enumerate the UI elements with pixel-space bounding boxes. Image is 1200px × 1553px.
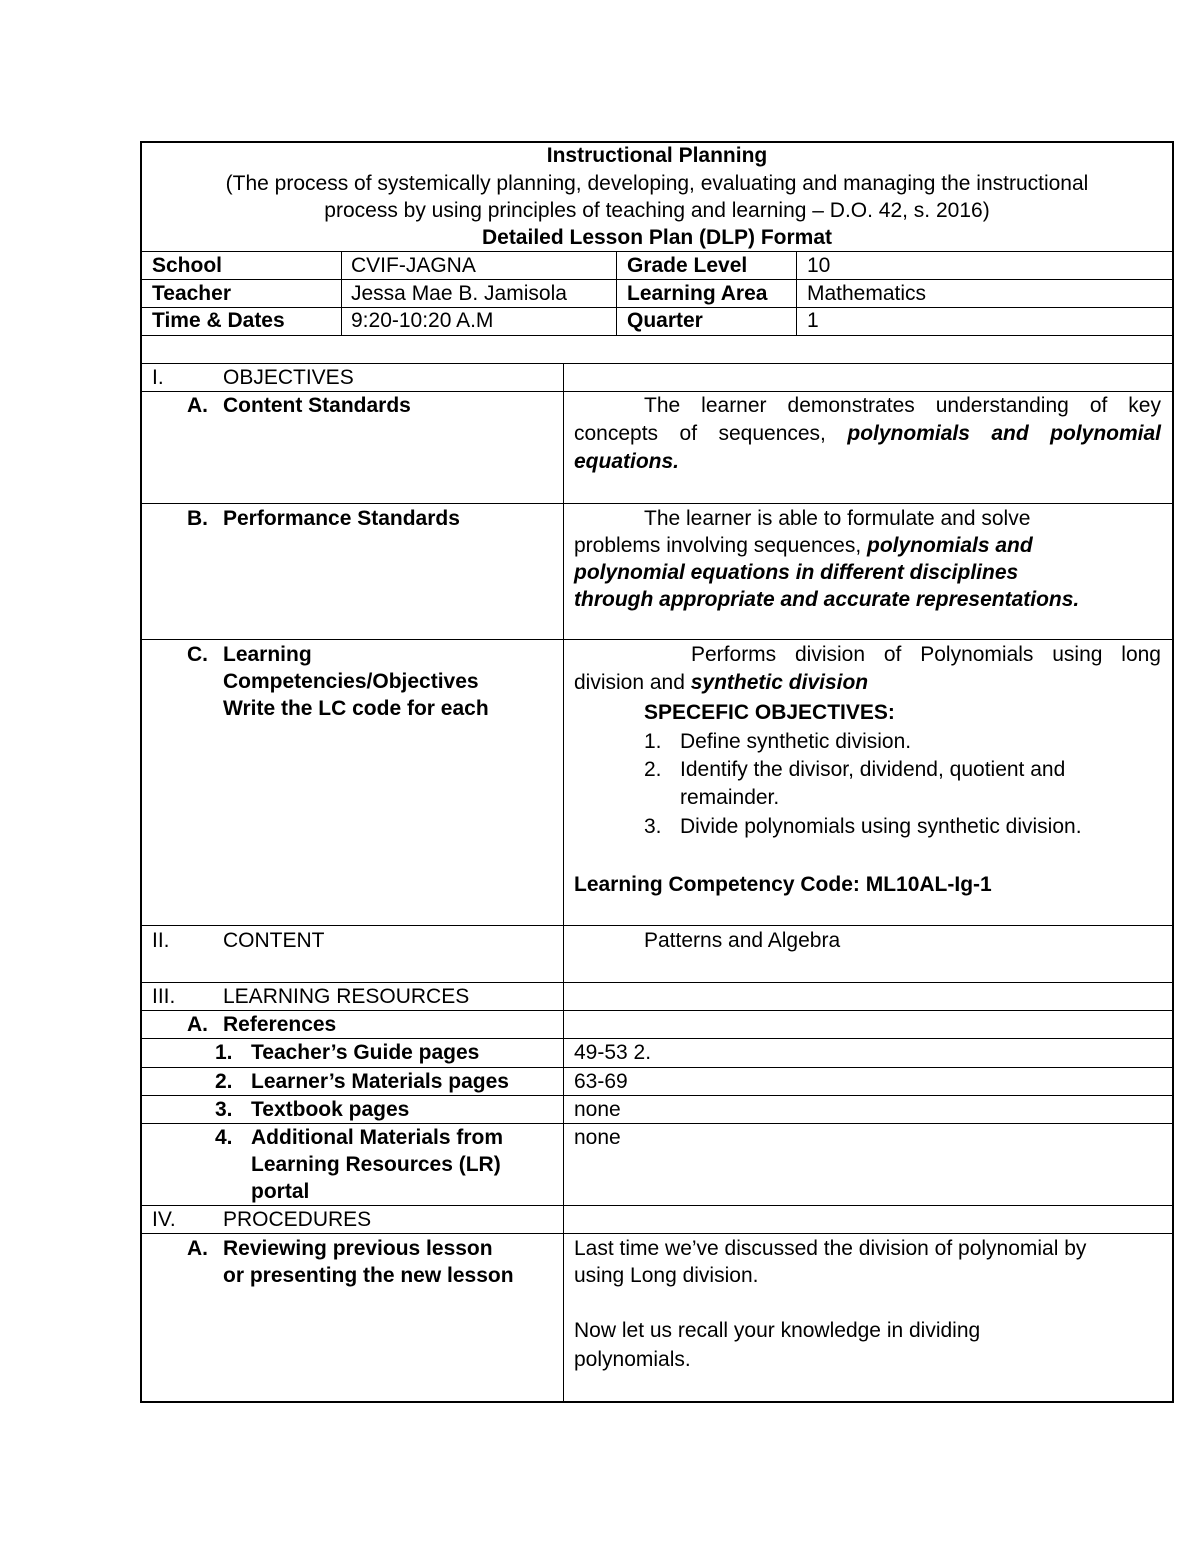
performance-standards-line-2 [574, 533, 1033, 559]
rule-c-bottom [141, 925, 1173, 926]
reviewing-heading-line-2: or presenting the new lesson [223, 1264, 514, 1287]
teachers-guide-label: Teacher’s Guide pages [251, 1041, 480, 1064]
content-standards-line-3: equations. [574, 450, 680, 473]
competencies-line-1: Performs division of Polynomials using long [691, 643, 1161, 666]
rule-info-col3 [796, 251, 797, 335]
subtitle-line-1: (The process of systemically planning, developing, evaluating and managing the instructional [225, 172, 1089, 195]
rule-header-bottom [141, 251, 1173, 252]
performance-standards-heading: Performance Standards [223, 507, 460, 530]
content-standards-line-1: The learner demonstrates understanding of key [644, 394, 1161, 417]
competencies-line-2-text: division and [574, 671, 685, 694]
specific-objective-3: Divide polynomials using synthetic division. [680, 815, 1082, 838]
content-value: Patterns and Algebra [644, 929, 841, 952]
grade-level-value: 10 [807, 254, 831, 277]
objectives-number: I. [152, 366, 164, 389]
rule-additional-bottom [141, 1205, 1173, 1206]
specific-objectives-heading: SPECEFIC OBJECTIVES: [644, 701, 895, 724]
teacher-label: Teacher [152, 282, 231, 305]
reviewing-heading-line-1: Reviewing previous lesson [223, 1237, 493, 1260]
learners-materials-label: Learner’s Materials pages [251, 1070, 509, 1093]
rule-b-bottom [141, 639, 1173, 640]
rule-content-bottom [141, 982, 1173, 983]
specific-objective-1: Define synthetic division. [680, 730, 912, 753]
performance-standards-line-4: through appropriate and accurate representations. [574, 588, 1080, 611]
quarter-value: 1 [807, 309, 819, 332]
subtitle-line-2: process by using principles of teaching and learning – D.O. 42, s. 2016) [324, 199, 990, 222]
rule-time-bottom [141, 335, 1173, 336]
additional-materials-label-3: portal [251, 1180, 310, 1203]
procedures-heading: PROCEDURES [223, 1208, 372, 1231]
performance-standards-letter: B. [187, 507, 208, 530]
rule-info-col2 [616, 251, 617, 335]
learning-area-value: Mathematics [807, 282, 927, 305]
specific-objective-2: Identify the divisor, dividend, quotient and [680, 758, 1066, 781]
performance-standards-line-2-text: problems involving sequences, [574, 534, 862, 557]
content-number: II. [152, 929, 170, 952]
competencies-line-2 [574, 670, 868, 696]
rule-lm-bottom [141, 1095, 1173, 1096]
specific-objective-2-number: 2. [644, 758, 662, 781]
time-dates-value: 9:20-10:20 A.M [351, 309, 494, 332]
rule-a-bottom [141, 503, 1173, 504]
performance-standards-line-3: polynomial equations in different disciplines [574, 561, 1019, 584]
format-title: Detailed Lesson Plan (DLP) Format [481, 226, 833, 249]
page-title: Instructional Planning [546, 144, 768, 167]
rule-resources-bottom [141, 1010, 1173, 1011]
content-standards-heading: Content Standards [223, 394, 411, 417]
references-letter: A. [187, 1013, 208, 1036]
content-heading: CONTENT [223, 929, 325, 952]
competencies-emphasis: synthetic division [690, 671, 869, 694]
additional-materials-value: none [574, 1126, 621, 1149]
reviewing-line-2: using Long division. [574, 1264, 759, 1287]
specific-objective-1-number: 1. [644, 730, 662, 753]
reviewing-letter: A. [187, 1237, 208, 1260]
competencies-heading-line-1: Learning [223, 643, 312, 666]
additional-materials-label-1: Additional Materials from [251, 1126, 504, 1149]
teachers-guide-value: 49-53 2. [574, 1041, 652, 1064]
school-value: CVIF-JAGNA [351, 254, 476, 277]
competency-code: Learning Competency Code: ML10AL-Ig-1 [574, 873, 992, 896]
specific-objective-3-number: 3. [644, 815, 662, 838]
rule-tg-bottom [141, 1067, 1173, 1068]
teacher-value: Jessa Mae B. Jamisola [351, 282, 567, 305]
reviewing-line-4: polynomials. [574, 1348, 691, 1371]
learners-materials-number: 2. [215, 1070, 233, 1093]
rule-references-bottom [141, 1038, 1173, 1039]
resources-number: III. [152, 985, 176, 1008]
content-standards-line-2 [574, 421, 1161, 447]
textbook-value: none [574, 1098, 621, 1121]
quarter-label: Quarter [627, 309, 703, 332]
textbook-number: 3. [215, 1098, 233, 1121]
additional-materials-number: 4. [215, 1126, 233, 1149]
specific-objective-2-cont: remainder. [680, 786, 780, 809]
rule-school-bottom [141, 279, 1173, 280]
additional-materials-label-2: Learning Resources (LR) [251, 1153, 501, 1176]
rule-procedures-bottom [141, 1233, 1173, 1234]
grade-level-label: Grade Level [627, 254, 748, 277]
reviewing-line-1: Last time we’ve discussed the division of polynomial by [574, 1237, 1087, 1260]
performance-standards-emphasis: polynomials and [867, 534, 1033, 557]
rule-objectives-bottom [141, 391, 1173, 392]
rule-blank-bottom [141, 363, 1173, 364]
references-heading: References [223, 1013, 337, 1036]
content-standards-line-2-text: concepts of sequences, [574, 422, 826, 445]
objectives-heading: OBJECTIVES [223, 366, 354, 389]
teachers-guide-number: 1. [215, 1041, 233, 1064]
rule-tb-bottom [141, 1123, 1173, 1124]
school-label: School [152, 254, 223, 277]
resources-heading: LEARNING RESOURCES [223, 985, 470, 1008]
learners-materials-value: 63-69 [574, 1070, 628, 1093]
competencies-letter: C. [187, 643, 208, 666]
competencies-heading-line-2: Competencies/Objectives [223, 670, 479, 693]
rule-main-divider [563, 363, 564, 1402]
procedures-number: IV. [152, 1208, 176, 1231]
content-standards-letter: A. [187, 394, 208, 417]
textbook-label: Textbook pages [251, 1098, 410, 1121]
learning-area-label: Learning Area [627, 282, 768, 305]
content-standards-emphasis: polynomials and polynomial [847, 422, 1161, 445]
time-dates-label: Time & Dates [152, 309, 285, 332]
competencies-heading-line-3: Write the LC code for each [223, 697, 489, 720]
rule-info-col1 [341, 251, 342, 335]
reviewing-line-3: Now let us recall your knowledge in dividing [574, 1319, 981, 1342]
performance-standards-line-1: The learner is able to formulate and solve [644, 507, 1031, 530]
